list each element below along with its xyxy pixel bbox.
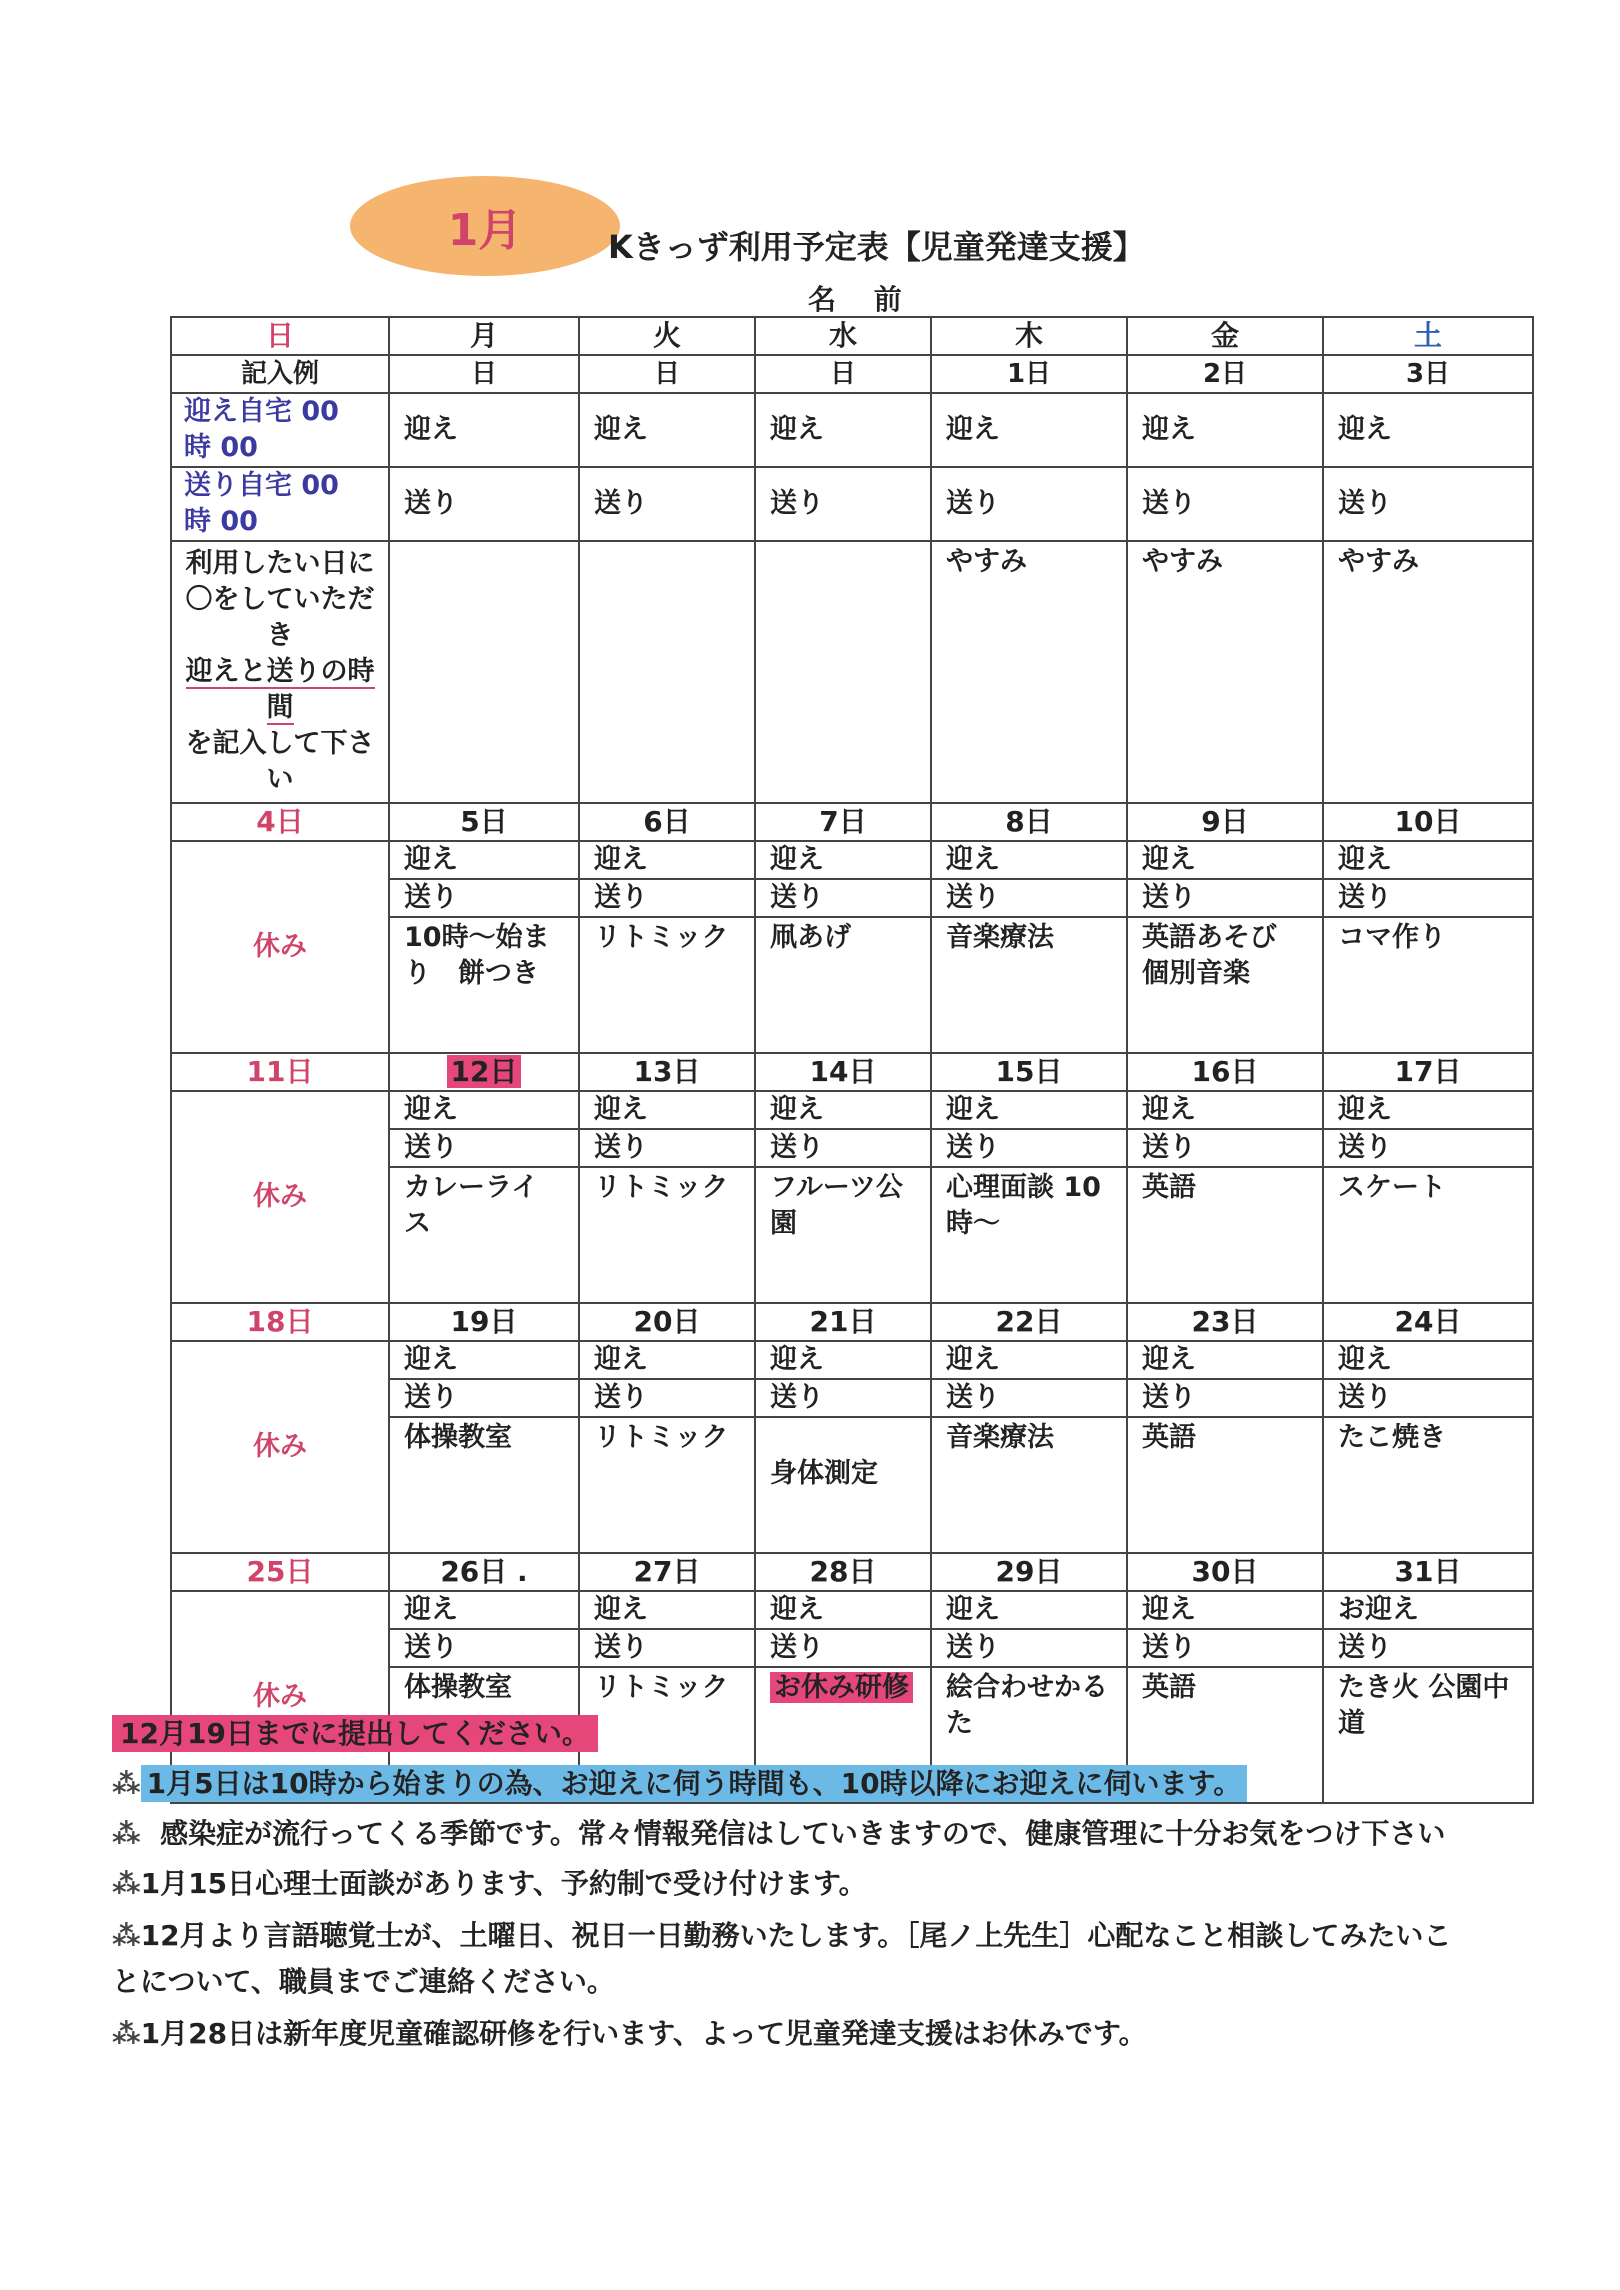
note-line	[112, 1862, 867, 1902]
date-cell: 9日	[1127, 803, 1323, 841]
activity-cell[interactable]: フルーツ公園	[755, 1167, 931, 1303]
week4-date-row	[171, 1303, 1533, 1341]
dropoff-field[interactable]: 送り	[1127, 1629, 1323, 1667]
month-badge	[350, 176, 620, 276]
date-cell: 13日	[579, 1053, 755, 1091]
example-label: 記入例	[171, 355, 389, 393]
activity-cell[interactable]: 10時～始まり 餅つき	[389, 917, 579, 1053]
page-title: Kきっず利用予定表【児童発達支援】	[608, 228, 1145, 266]
date-cell: 14日	[755, 1053, 931, 1091]
pickup-field[interactable]: 迎え	[389, 393, 579, 467]
date-cell: 23日	[1127, 1303, 1323, 1341]
dropoff-field[interactable]: 送り	[579, 879, 755, 917]
activity-cell[interactable]: やすみ	[1323, 541, 1533, 803]
date-cell: 3日	[1323, 355, 1533, 393]
schedule-calendar	[170, 316, 1534, 1804]
dropoff-field[interactable]: 送り	[579, 1379, 755, 1417]
dropoff-field[interactable]: 送り	[579, 1629, 755, 1667]
dropoff-field[interactable]: 送り	[1323, 1379, 1533, 1417]
weekday-wed: 水	[755, 317, 931, 355]
month-label: 1月	[447, 205, 523, 256]
star-icon: ⁂	[112, 1919, 141, 1952]
instruction-line: 利用したい日に	[185, 548, 375, 579]
weekday-header-row	[171, 317, 1533, 355]
week3-pickup-row	[171, 1091, 1533, 1129]
pickup-field[interactable]: 迎え	[389, 1091, 579, 1129]
date-cell: 24日	[1323, 1303, 1533, 1341]
dropoff-field[interactable]: 送り	[931, 467, 1127, 541]
pickup-field[interactable]: お迎え	[1323, 1591, 1533, 1629]
pickup-field[interactable]: 迎え	[755, 841, 931, 879]
week2-pickup-row	[171, 841, 1533, 879]
activity-cell[interactable]	[389, 541, 579, 803]
dropoff-field[interactable]: 送り	[1323, 467, 1533, 541]
note-text: とについて、職員までご連絡ください。	[112, 1965, 615, 1998]
pickup-field[interactable]: 迎え	[389, 1591, 579, 1629]
week3-date-row	[171, 1053, 1533, 1091]
pickup-field[interactable]: 迎え	[755, 1091, 931, 1129]
date-cell: 日	[389, 355, 579, 393]
activity-cell[interactable]: リトミック	[579, 1167, 755, 1303]
instruction-text	[171, 541, 389, 803]
dropoff-field[interactable]: 送り	[755, 1379, 931, 1417]
activity-text: 身体測定	[770, 1458, 878, 1489]
deadline-text: 12月19日までに提出してください。	[112, 1715, 598, 1752]
pickup-field[interactable]: 迎え	[1323, 1341, 1533, 1379]
date-cell: 6日	[579, 803, 755, 841]
sunday-date: 4日	[171, 803, 389, 841]
weekday-sun: 日	[171, 317, 389, 355]
activity-cell[interactable]: 英語	[1127, 1667, 1323, 1803]
activity-cell[interactable]: スケート	[1323, 1167, 1533, 1303]
note-text: 12月より言語聴覚士が、土曜日、祝日一日勤務いたします。［尾ノ上先生］心配なこと相談してみたいこ	[140, 1919, 1452, 1952]
date-cell: 17日	[1323, 1053, 1533, 1091]
dropoff-field[interactable]: 送り	[1127, 879, 1323, 917]
week2-date-row	[171, 803, 1533, 841]
dropoff-field[interactable]: 送り	[389, 1629, 579, 1667]
dropoff-field[interactable]: 送り	[1323, 879, 1533, 917]
date-cell	[389, 1053, 579, 1091]
date-cell: 日	[755, 355, 931, 393]
pickup-field[interactable]: 迎え	[1323, 393, 1533, 467]
activity-cell[interactable]: たき火 公園中道	[1323, 1667, 1533, 1803]
dropoff-field[interactable]: 送り	[755, 1629, 931, 1667]
pickup-field[interactable]: 迎え	[579, 1341, 755, 1379]
week1-pickup-row	[171, 393, 1533, 467]
pickup-field[interactable]: 迎え	[931, 1591, 1127, 1629]
dropoff-field[interactable]: 送り	[579, 467, 755, 541]
activity-cell[interactable]	[755, 1417, 931, 1553]
dropoff-field[interactable]: 送り	[931, 1379, 1127, 1417]
date-cell: 22日	[931, 1303, 1127, 1341]
week1-dropoff-row	[171, 467, 1533, 541]
dropoff-field[interactable]: 送り	[1127, 1379, 1323, 1417]
sunday-date: 11日	[171, 1053, 389, 1091]
date-cell: 31日	[1323, 1553, 1533, 1591]
activity-cell[interactable]: 英語	[1127, 1417, 1323, 1553]
star-icon: ⁂	[112, 1767, 141, 1800]
weekday-fri: 金	[1127, 317, 1323, 355]
activity-cell[interactable]: 体操教室	[389, 1417, 579, 1553]
date-cell: 20日	[579, 1303, 755, 1341]
pickup-field[interactable]: 迎え	[1127, 1591, 1323, 1629]
activity-cell[interactable]: カレーライス	[389, 1167, 579, 1303]
date-cell: 8日	[931, 803, 1127, 841]
date-cell: 日	[579, 355, 755, 393]
dropoff-field[interactable]: 送り	[579, 1129, 755, 1167]
date-cell: 29日	[931, 1553, 1127, 1591]
weekday-sat: 土	[1323, 317, 1533, 355]
note-line	[112, 1762, 1247, 1802]
week5-pickup-row	[171, 1591, 1533, 1629]
star-icon: ⁂	[112, 1867, 141, 1900]
instruction-line: を記入して下さい	[185, 728, 375, 795]
pickup-field[interactable]: 迎え	[1127, 841, 1323, 879]
activity-cell[interactable]: 絵合わせかるた	[931, 1667, 1127, 1803]
dropoff-field[interactable]: 送り	[1127, 467, 1323, 541]
dropoff-field[interactable]: 送り	[931, 1129, 1127, 1167]
activity-cell[interactable]	[579, 541, 755, 803]
dropoff-field[interactable]: 送り	[931, 879, 1127, 917]
date-cell: 28日	[755, 1553, 931, 1591]
pickup-field[interactable]: 迎え	[755, 1341, 931, 1379]
pickup-field[interactable]: 迎え	[1127, 393, 1323, 467]
note-text: 1月28日は新年度児童確認研修を行います、よって児童発達支援はお休みです。	[140, 2017, 1147, 2050]
dropoff-field[interactable]: 送り	[1127, 1129, 1323, 1167]
star-icon: ⁂	[112, 1817, 141, 1850]
pickup-field[interactable]: 迎え	[1323, 1091, 1533, 1129]
dropoff-field[interactable]: 送り	[931, 1629, 1127, 1667]
pickup-field[interactable]: 迎え	[579, 393, 755, 467]
dropoff-field[interactable]: 送り	[755, 879, 931, 917]
activity-cell[interactable]: やすみ	[1127, 541, 1323, 803]
pickup-example-label: 迎え自宅 00 時 00	[171, 393, 389, 467]
note-text: 1月15日心理士面談があります、予約制で受け付けます。	[140, 1867, 867, 1900]
sunday-off-label: 休み	[171, 841, 389, 1053]
activity-cell[interactable]: 凧あげ	[755, 917, 931, 1053]
pickup-field[interactable]: 迎え	[931, 1341, 1127, 1379]
name-label: 名 前	[808, 283, 916, 316]
date-cell: 19日	[389, 1303, 579, 1341]
pickup-field[interactable]: 迎え	[579, 1591, 755, 1629]
pickup-field[interactable]: 迎え	[931, 841, 1127, 879]
dropoff-field[interactable]: 送り	[755, 467, 931, 541]
date-cell: 1日	[931, 355, 1127, 393]
sunday-off-label: 休み	[171, 1341, 389, 1553]
weekday-tue: 火	[579, 317, 755, 355]
weekday-mon: 月	[389, 317, 579, 355]
date-cell: 15日	[931, 1053, 1127, 1091]
activity-cell[interactable]: 心理面談 10時～	[931, 1167, 1127, 1303]
pickup-field[interactable]: 迎え	[389, 1341, 579, 1379]
activity-cell[interactable]: リトミック	[579, 1417, 755, 1553]
date-cell: 27日	[579, 1553, 755, 1591]
pickup-field[interactable]: 迎え	[931, 393, 1127, 467]
note-line	[112, 1812, 1445, 1852]
activity-cell[interactable]: 体操教室	[389, 1667, 579, 1803]
date-cell: 2日	[1127, 355, 1323, 393]
dropoff-field[interactable]: 送り	[1323, 1129, 1533, 1167]
dropoff-example-label: 送り自宅 00 時 00	[171, 467, 389, 541]
dropoff-field[interactable]: 送り	[1323, 1629, 1533, 1667]
note-line-continued	[112, 1960, 615, 2000]
pickup-field[interactable]: 迎え	[755, 393, 931, 467]
instruction-line: 迎えと送りの時間	[185, 656, 375, 723]
pickup-field[interactable]: 迎え	[1127, 1341, 1323, 1379]
sunday-date: 25日	[171, 1553, 389, 1591]
dropoff-field[interactable]: 送り	[389, 467, 579, 541]
date-cell: 30日	[1127, 1553, 1323, 1591]
week5-date-row	[171, 1553, 1533, 1591]
activity-cell[interactable]: リトミック	[579, 917, 755, 1053]
star-icon: ⁂	[112, 2017, 141, 2050]
training-closure-label: お休み研修	[770, 1672, 913, 1703]
pickup-field[interactable]: 迎え	[1323, 841, 1533, 879]
deadline-note	[112, 1712, 598, 1752]
pickup-field[interactable]: 迎え	[1127, 1091, 1323, 1129]
pickup-field[interactable]: 迎え	[579, 841, 755, 879]
pickup-field[interactable]: 迎え	[931, 1091, 1127, 1129]
activity-cell[interactable]: 音楽療法	[931, 917, 1127, 1053]
date-cell: 7日	[755, 803, 931, 841]
pickup-field[interactable]: 迎え	[755, 1591, 931, 1629]
activity-cell[interactable]: やすみ	[931, 541, 1127, 803]
holiday-date: 12日	[447, 1055, 522, 1088]
activity-cell[interactable]: 英語	[1127, 1167, 1323, 1303]
date-cell: 5日	[389, 803, 579, 841]
pickup-field[interactable]: 迎え	[389, 841, 579, 879]
dropoff-field[interactable]: 送り	[755, 1129, 931, 1167]
note-text: 感染症が流行ってくる季節です。常々情報発信はしていきますので、健康管理に十分お気をつけ下さい	[160, 1817, 1446, 1850]
activity-cell[interactable]: コマ作り	[1323, 917, 1533, 1053]
note-line	[112, 2012, 1147, 2052]
note-line	[112, 1914, 1451, 1954]
activity-cell[interactable]: リトミック	[579, 1667, 755, 1803]
pickup-field[interactable]: 迎え	[579, 1091, 755, 1129]
sunday-date: 18日	[171, 1303, 389, 1341]
dropoff-field[interactable]: 送り	[389, 1379, 579, 1417]
date-cell: 16日	[1127, 1053, 1323, 1091]
note-text: 1月5日は10時から始まりの為、お迎えに伺う時間も、10時以降にお迎えに伺います。	[141, 1765, 1248, 1802]
week4-pickup-row	[171, 1341, 1533, 1379]
activity-cell[interactable]	[755, 541, 931, 803]
date-cell: 26日 .	[389, 1553, 579, 1591]
date-cell: 21日	[755, 1303, 931, 1341]
week1-notes-row	[171, 541, 1533, 803]
sunday-off-label: 休み	[171, 1591, 389, 1803]
activity-cell[interactable]: たこ焼き	[1323, 1417, 1533, 1553]
sunday-off-label: 休み	[171, 1091, 389, 1303]
dropoff-field[interactable]: 送り	[389, 1129, 579, 1167]
instruction-line: 〇をしていただき	[185, 584, 375, 651]
date-cell: 10日	[1323, 803, 1533, 841]
weekday-thu: 木	[931, 317, 1127, 355]
activity-cell[interactable]: 英語あそび 個別音楽	[1127, 917, 1323, 1053]
activity-cell[interactable]: 音楽療法	[931, 1417, 1127, 1553]
dropoff-field[interactable]: 送り	[389, 879, 579, 917]
week1-date-row	[171, 355, 1533, 393]
